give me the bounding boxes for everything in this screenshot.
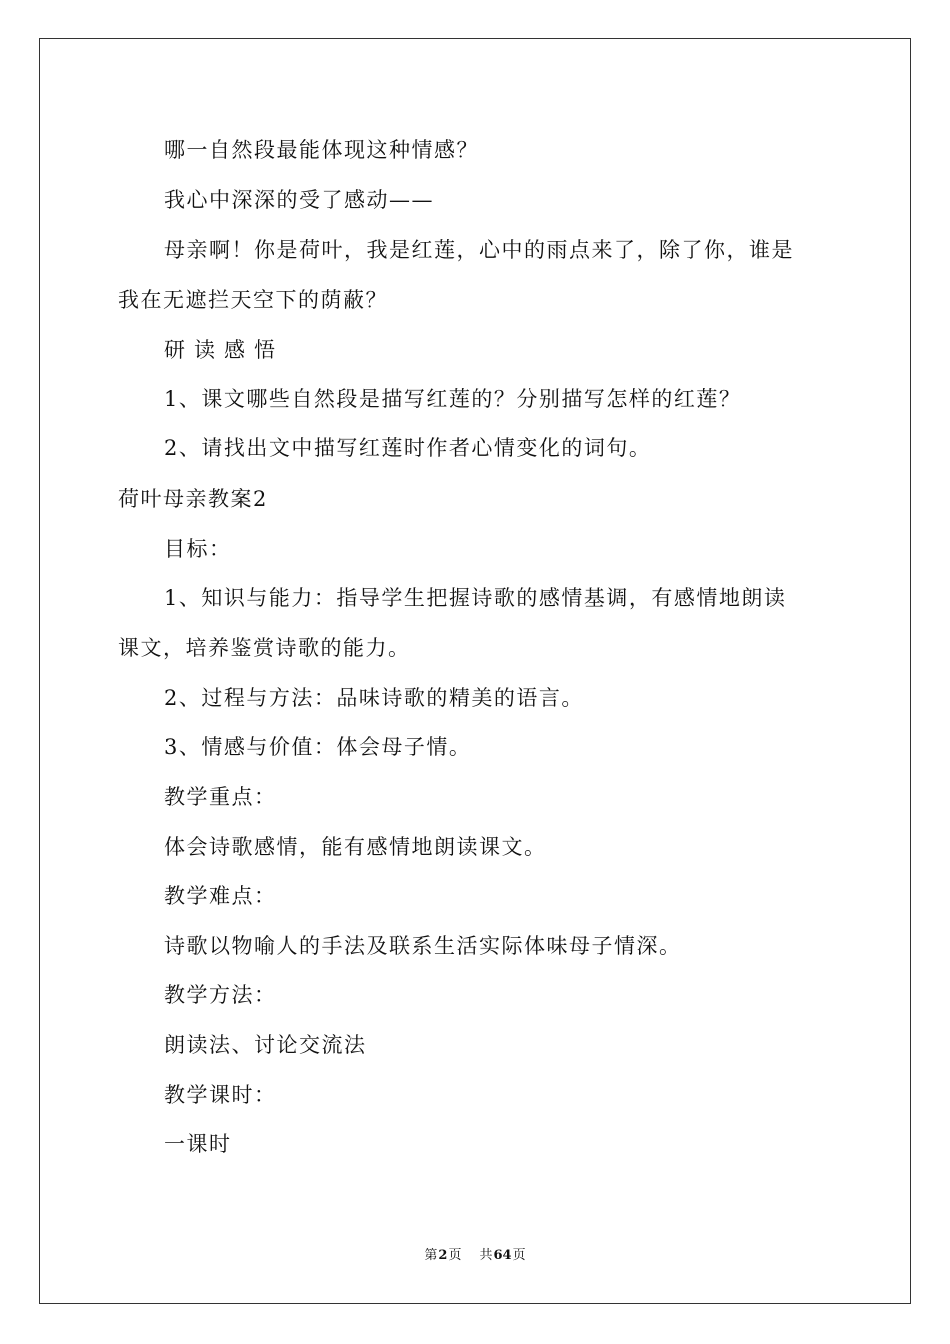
text-line: 教学方法： — [164, 983, 277, 1007]
text-line: 体会诗歌感情，能有感情地朗读课文。 — [164, 835, 547, 859]
section-heading: 研读感悟 — [164, 338, 284, 362]
text-line: 2、过程与方法：品味诗歌的精美的语言。 — [164, 686, 584, 710]
text-line: 一课时 — [164, 1132, 232, 1156]
text-line: 2、请找出文中描写红莲时作者心情变化的词句。 — [164, 436, 652, 460]
text-line: 哪一自然段最能体现这种情感？ — [164, 138, 479, 162]
footer-page-prefix: 第 — [424, 1248, 438, 1263]
text-line: 教学重点： — [164, 785, 277, 809]
footer-total-prefix: 共 — [479, 1248, 493, 1263]
text-line: 我心中深深的受了感动—— — [164, 188, 434, 212]
text-line: 1、课文哪些自然段是描写红莲的？分别描写怎样的红莲？ — [164, 387, 742, 411]
footer-total-suffix: 页 — [512, 1248, 526, 1263]
text-line: 教学难点： — [164, 884, 277, 908]
text-line: 母亲啊！你是荷叶，我是红莲，心中的雨点来了，除了你，谁是 — [164, 238, 794, 262]
text-line: 3、情感与价值：体会母子情。 — [164, 735, 472, 759]
page-footer — [0, 1247, 950, 1265]
text-line: 目标： — [164, 537, 232, 561]
footer-page-number: 2 — [438, 1248, 448, 1263]
text-line: 我在无遮拦天空下的荫蔽？ — [118, 288, 388, 312]
text-line: 教学课时： — [164, 1083, 277, 1107]
text-line: 诗歌以物喻人的手法及联系生活实际体味母子情深。 — [164, 934, 682, 958]
footer-page-suffix: 页 — [448, 1248, 462, 1263]
text-line: 课文，培养鉴赏诗歌的能力。 — [118, 636, 411, 660]
footer-total-pages: 64 — [493, 1248, 512, 1263]
page-border — [39, 38, 911, 1304]
document-title: 荷叶母亲教案2 — [118, 487, 268, 511]
text-line: 1、知识与能力：指导学生把握诗歌的感情基调，有感情地朗读 — [164, 586, 787, 610]
text-line: 朗读法、讨论交流法 — [164, 1033, 367, 1057]
